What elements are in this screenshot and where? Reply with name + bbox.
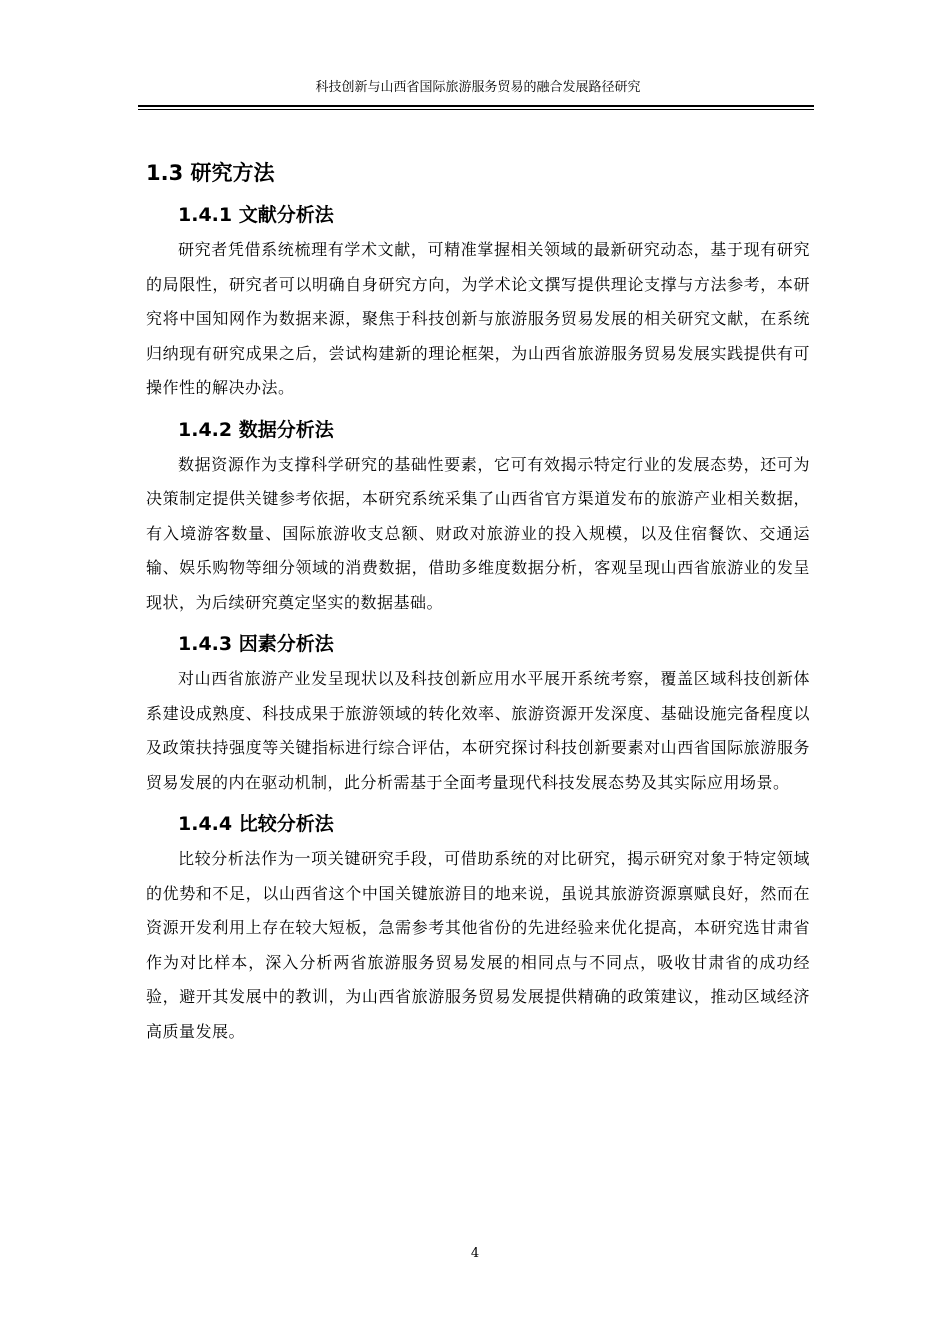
paragraph-data: 数据资源作为支撑科学研究的基础性要素，它可有效揭示特定行业的发展态势，还可为决策制定提供关键参考依据，本研究系统采集了山西省官方渠道发布的旅游产业相关数据，有入境游客数量、国际旅游收支总额、财政对旅游业的投入规模，以及住宿餐饮、交通运输、娱乐购物等细分领域的消费数据，借助多维度数据分析，客观呈现山西省旅游业的发呈现状，为后续研究奠定坚实的数据基础。 xyxy=(146,454,810,612)
running-header: 科技创新与山西省国际旅游服务贸易的融合发展路径研究 xyxy=(315,80,641,95)
header-rule-thick xyxy=(138,105,814,107)
paragraph-literature: 研究者凭借系统梳理有学术文献，可精准掌握相关领域的最新研究动态，基于现有研究的局限性，研究者可以明确自身研究方向，为学术论文撰写提供理论支撑与方法参考，本研究将中国知网作为数据来源，聚焦于科技创新与旅游服务贸易发展的相关研究文献，在系统归纳现有研究成果之后，尝试构建新的理论框架，为山西省旅游服务贸易发展实践提供有可操作性的解决办法。 xyxy=(146,240,810,397)
subsection-heading-comparison: 1.4.4 比较分析法 xyxy=(178,813,334,835)
header-rule-thin xyxy=(138,109,814,110)
subsection-heading-data: 1.4.2 数据分析法 xyxy=(178,418,334,441)
paragraph-factor: 对山西省旅游产业发呈现状以及科技创新应用水平展开系统考察，覆盖区域科技创新体系建设成熟度、科技成果于旅游领域的转化效率、旅游资源开发深度、基础设施完备程度以及政策扶持强度等关键指标进行综合评估，本研究探讨科技创新要素对山西省国际旅游服务贸易发展的内在驱动机制，此分析需基于全面考量现代科技发展态势及其实际应用场景。 xyxy=(146,669,810,792)
page-body xyxy=(146,155,810,1055)
page-number: 4 xyxy=(470,1246,480,1261)
paragraph-comparison: 比较分析法作为一项关键研究手段，可借助系统的对比研究，揭示研究对象于特定领域的优势和不足，以山西省这个中国关键旅游目的地来说，虽说其旅游资源禀赋良好，然而在资源开发利用上存在较大短板，急需参考其他省份的先进经验来优化提高，本研究选甘肃省作为对比样本，深入分析两省旅游服务贸易发展的相同点与不同点，吸收甘肃省的成功经验，避开其发展中的教训，为山西省旅游服务贸易发展提供精确的政策建议，推动区域经济高质量发展。 xyxy=(146,849,810,1041)
section-heading: 1.3 研究方法 xyxy=(146,161,275,185)
subsection-heading-literature: 1.4.1 文献分析法 xyxy=(178,204,334,226)
subsection-heading-factor: 1.4.3 因素分析法 xyxy=(178,633,334,655)
